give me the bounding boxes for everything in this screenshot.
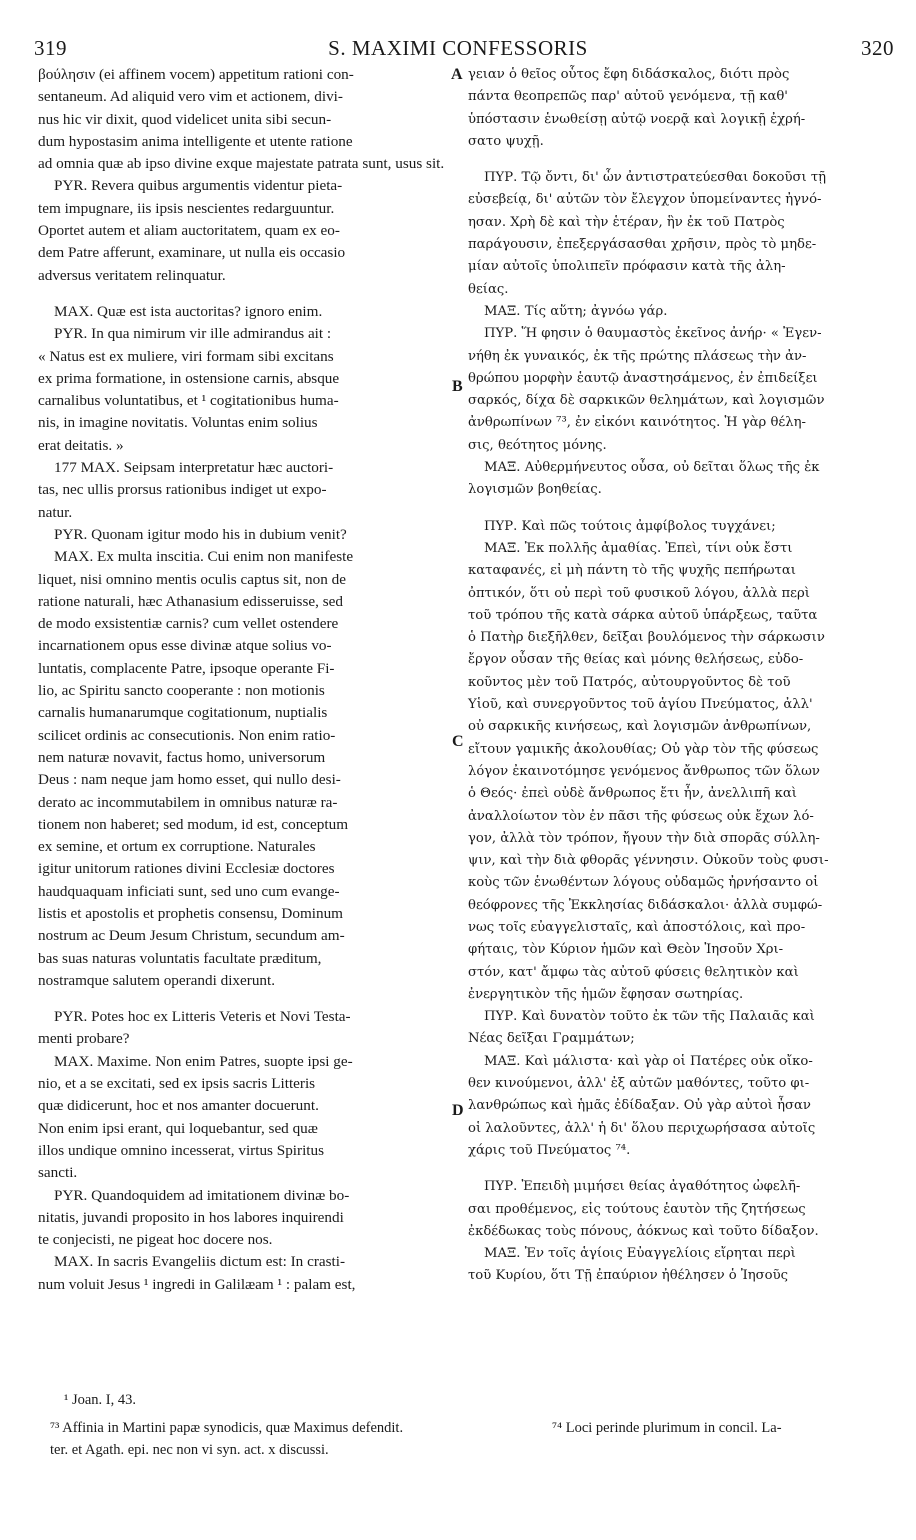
latin-line: βούλησιν (ei affinem vocem) appetitum rationi con- — [38, 66, 354, 83]
greek-line: τοῦ τρόπου τῆς κατὰ σάρκα αὐτοῦ ὑπάρξεως, ταῦτα — [468, 607, 818, 623]
latin-line: tas, nec ullis prorsus rationibus indiget ut expo- — [38, 481, 327, 499]
latin-line: derato ac incommutabilem in omnibus naturæ ra- — [38, 793, 338, 811]
margin-letter-a: A — [451, 66, 463, 83]
footnote-73-continued: ter. et Agath. epi. nec non vi syn. act. x discussi. — [50, 1442, 329, 1458]
latin-line: PYR. Quandoquidem ad imitationem divinæ bo- — [54, 1186, 350, 1204]
greek-line: εἴτουν γαμικῆς ἀκολουθίας; Οὐ γὰρ τὸν τῆς φύσεως — [468, 741, 819, 757]
latin-line: Oportet autem et aliam auctoritatem, quam ex eo- — [38, 222, 340, 240]
greek-line: ΠΥΡ. Καὶ πῶς τούτοις ἀμφίβολος τυγχάνει; — [484, 518, 776, 534]
greek-line: ΠΥΡ. Καὶ δυνατὸν τοῦτο ἐκ τῶν τῆς Παλαιᾶς καὶ — [484, 1009, 815, 1025]
latin-line: tem impugnare, iis ipsis nescientes redarguuntur. — [38, 199, 335, 217]
latin-line: de modo exsistentiæ carnis? cum vellet ostendere — [38, 615, 339, 633]
latin-line: natur. — [38, 503, 73, 521]
greek-line: φήταις, τὸν Κύριον ἡμῶν καὶ Θεὸν Ἰησοῦν Χρι- — [468, 942, 784, 958]
latin-line: tionem non haberet; sed modum, id est, conceptum — [38, 815, 349, 833]
greek-line: ὁ Θεός· ἐπεὶ οὐδὲ ἄνθρωπος ἔτι ἦν, ἀνελλιπῆ καὶ — [468, 786, 797, 802]
latin-line: liquet, nisi omnino mentis oculis captus sit, non de — [38, 570, 346, 588]
greek-line: πάντα θεοπρεπῶς παρ' αὐτοῦ γενόμενα, τῇ καθ' — [468, 89, 788, 105]
latin-line: MAX. Quæ est ista auctoritas? ignoro enim. — [54, 302, 323, 320]
latin-line: nem naturæ novavit, factus homo, universorum — [38, 748, 326, 766]
greek-line: εὐσεβείᾳ, δι' αὐτῶν τὸν ἔλεγχον ὑπομείναντες ἠγνό- — [468, 192, 822, 208]
latin-line: nostrum ac Deum Jesum Christum, secundum am- — [38, 927, 345, 945]
latin-spacer — [38, 992, 448, 1006]
greek-line: νως τοῖς εὐαγγελισταῖς, καὶ ἀποστόλοις, καὶ προ- — [468, 919, 806, 935]
greek-spacer — [468, 153, 880, 167]
page-number-right: 320 — [861, 36, 894, 60]
latin-column — [38, 64, 448, 1296]
greek-line: οἱ λαλοῦντες, ἀλλ' ἡ δι' ὅλου περιχωρήσασα αὐτοῖς — [468, 1120, 816, 1136]
greek-line: χάρις τοῦ Πνεύματος ⁷⁴. — [468, 1142, 631, 1158]
latin-line: PYR. In qua nimirum vir ille admirandus ait : — [54, 325, 332, 343]
latin-line: te conjecisti, ne pigeat hoc docere nos. — [38, 1231, 273, 1249]
footnote-joan: ¹ Joan. I, 43. — [64, 1392, 137, 1408]
latin-line: « Natus est ex muliere, viri formam sibi excitans — [38, 347, 334, 365]
greek-line: λανθρώπως καὶ ἡμᾶς ἐδίδαξαν. Οὐ γὰρ αὐτοὶ ἦσαν — [468, 1098, 811, 1114]
greek-line: θεόφρονες τῆς Ἐκκλησίας διδάσκαλοι· ἀλλὰ συμφώ- — [468, 897, 823, 913]
latin-spacer — [38, 287, 448, 301]
latin-line: haudquaquam inficiati sunt, sed uno cum evange- — [38, 882, 340, 900]
latin-line: dum hypostasim anima intelligente et utente ratione — [38, 132, 353, 150]
greek-line: ὑπόστασιν ἑνωθείσῃ αὐτῷ νοερᾷ καὶ λογικῇ ἐχρή- — [468, 111, 806, 127]
greek-line: ΠΥΡ. Τῷ ὄντι, δι' ὧν ἀντιστρατεύεσθαι δοκοῦσι τῇ — [484, 170, 827, 186]
latin-line: nio, et a se excitati, sed ex ipsis sacris Litteris — [38, 1075, 316, 1093]
latin-line: PYR. Quonam igitur modo his in dubium venit? — [54, 525, 347, 543]
margin-letter-c: C — [452, 733, 464, 750]
latin-line: nitatis, juvandi proposito in hos labores inquirendi — [38, 1208, 344, 1226]
greek-line: παράγουσιν, ἐπεξεργάσασθαι χρῆσιν, πρὸς τὸ μηδε- — [468, 237, 817, 253]
margin-letter-d: D — [452, 1102, 464, 1119]
latin-line: carnalibus voluntatibus, et ¹ cogitationibus huma- — [38, 392, 339, 410]
latin-line: ratione naturali, hæc Athanasium edisseruisse, sed — [38, 592, 343, 610]
latin-line: listis et apostolis et prophetis consensu, Dominum — [38, 904, 343, 922]
greek-line: μίαν αὐτοῖς ὑπολιπεῖν πρόφασιν κατὰ τῆς ἀλη- — [468, 259, 786, 275]
greek-line: οὐ σαρκικῆς κινήσεως, καὶ λογισμῶν ἀνθρωπίνων, — [468, 719, 812, 735]
greek-line: θείας. — [468, 281, 509, 297]
greek-line: ψιν, καὶ τὴν διὰ φθορᾶς γέννησιν. Οὐκοῦν τοὺς φυσι- — [468, 853, 829, 869]
greek-spacer — [468, 502, 880, 516]
latin-line: ex prima formatione, in ostensione carnis, absque — [38, 369, 340, 387]
latin-line: carnalis humanarumque cogitationum, nuptialis — [38, 704, 328, 722]
greek-spacer — [468, 1162, 880, 1176]
footnote-73: ⁷³ Affinia in Martini papæ synodicis, quæ Maximus defendit. — [50, 1420, 404, 1436]
greek-line: ΜΑΞ. Αὐθερμήνευτος οὖσα, οὐ δεῖται ὅλως τῆς ἐκ — [484, 460, 820, 476]
greek-line: σις, θεότητος μόνης. — [468, 437, 607, 453]
greek-line: Νέας δεῖξαι Γραμμάτων; — [468, 1031, 635, 1047]
latin-line: MAX. In sacris Evangeliis dictum est: In crasti- — [54, 1253, 346, 1271]
latin-line: Non enim ipsi erant, qui loquebantur, sed quæ — [38, 1119, 318, 1137]
greek-line: θρώπου μορφὴν ἑαυτῷ ἀναστησάμενος, ἐν ἐπιδείξει — [468, 370, 818, 386]
greek-line: ΜΑΞ. Ἐν τοῖς ἁγίοις Εὐαγγελίοις εἴρηται περὶ — [484, 1246, 796, 1262]
footnote-74: ⁷⁴ Loci perinde plurimum in concil. La- — [552, 1420, 782, 1436]
greek-line: ἐνεργητικὸν τῆς ἡμῶν ἔφησαν σωτηρίας. — [468, 986, 744, 1002]
greek-line: ἀνθρωπίνων ⁷³, ἐν εἰκόνι καινότητος. Ἡ γὰρ θέλη- — [468, 415, 806, 431]
greek-line: θεν κινούμενοι, ἀλλ' ἐξ αὐτῶν μαθόντες, τοῦτο φι- — [468, 1076, 810, 1092]
greek-line: ὁ Πατὴρ διεξῆλθεν, δεῖξαι βουλόμενος τὴν σάρκωσιν — [468, 630, 825, 646]
latin-line: scilicet ordinis ac consecutionis. Non enim ratio- — [38, 726, 336, 744]
latin-line: dem Patre afferunt, examinare, ut nulla eis occasio — [38, 244, 346, 262]
greek-line: καταφανές, εἰ μὴ πάντη τὸ τῆς ψυχῆς πεπήρωται — [468, 563, 796, 579]
margin-letter-b: B — [452, 378, 463, 395]
greek-line: λόγον ἐκαινοτόμησε γενόμενος ἄνθρωπος τῶν ὅλων — [468, 763, 820, 779]
latin-line: quæ didicerunt, hoc et nos amanter docuerunt. — [38, 1097, 319, 1115]
latin-line: adversus veritatem relinquatur. — [38, 266, 226, 284]
greek-line: νήθη ἐκ γυναικός, ἐκ τῆς πρώτης πλάσεως τὴν ἀν- — [468, 348, 807, 364]
latin-line: PYR. Potes hoc ex Litteris Veteris et Novi Testa- — [54, 1008, 351, 1026]
greek-line: κοῦντος μὲν τοῦ Πατρός, αὐτουργοῦντος δὲ τοῦ — [468, 674, 791, 690]
latin-line: MAX. Ex multa inscitia. Cui enim non manifeste — [54, 548, 354, 566]
latin-line: nostramque salutem operandi dixerunt. — [38, 971, 276, 989]
latin-line: lio, ac Spiritu sancto cooperante : non motionis — [38, 682, 325, 700]
latin-line: Deus : nam neque jam homo esset, qui nullo desi- — [38, 771, 341, 789]
greek-line: ησαν. Χρὴ δὲ καὶ τὴν ἑτέραν, ἣν ἐκ τοῦ Πατρὸς — [468, 214, 785, 230]
greek-line: κοὺς τῶν ἑνωθέντων λόγους οὐδαμῶς ἠρνήσαντο οἱ — [468, 875, 819, 891]
greek-line: γειαν ὁ θεῖος οὗτος ἔφη διδάσκαλος, διότι πρὸς — [468, 67, 790, 82]
greek-line: ΠΥΡ. Ἥ φησιν ὁ θαυμαστὸς ἐκεῖνος ἀνήρ· « Ἐγεν- — [484, 326, 822, 342]
greek-line: ἐκδέδωκας τοὺς πόνους, ἀόκνως καὶ τοῦτο δίδαξον. — [468, 1223, 819, 1239]
latin-line: menti probare? — [38, 1030, 130, 1048]
latin-line: nus hic vir dixit, quod videlicet unita sibi secun- — [38, 110, 332, 128]
latin-line: illos undique omnino incesserat, virtus Spiritus — [38, 1141, 325, 1159]
greek-line: ΜΑΞ. Ἐκ πολλῆς ἀμαθίας. Ἐπεὶ, τίνι οὐκ ἔστι — [484, 540, 793, 556]
greek-line: σατο ψυχῇ. — [468, 133, 544, 149]
latin-line: luntatis, complacente Patre, ipsoque operante Fi- — [38, 659, 335, 677]
latin-line: ex semine, et ortum ex corruptione. Naturales — [38, 838, 316, 856]
greek-line: ΜΑΞ. Τίς αὕτη; ἀγνόω γάρ. — [484, 303, 668, 319]
latin-line: num voluit Jesus ¹ ingredi in Galilæam ¹ : palam est, — [38, 1275, 356, 1293]
latin-line: igitur unitorum rationes divini Ecclesiæ doctores — [38, 860, 335, 878]
latin-line: sancti. — [38, 1164, 78, 1182]
latin-line: 177 MAX. Seipsam interpretatur hæc auctori- — [54, 459, 334, 477]
latin-line: sentaneum. Ad aliquid vero vim et actionem, divi- — [38, 88, 343, 106]
greek-line: ὀπτικόν, ὅτι οὐ περὶ τοῦ φυσικοῦ λόγου, ἀλλὰ περὶ — [468, 585, 810, 601]
page-number-left: 319 — [34, 36, 67, 60]
greek-line: γον, ἀλλὰ τὸν τρόπον, ἤγουν τὴν διὰ σπορᾶς σύλλη- — [468, 830, 820, 846]
latin-line: erat deitatis. » — [38, 436, 124, 454]
latin-line: PYR. Revera quibus argumentis videntur pieta- — [54, 177, 343, 195]
greek-line: τοῦ Κυρίου, ὅτι Τῇ ἐπαύριον ἠθέλησεν ὁ Ἰησοῦς — [468, 1268, 789, 1284]
latin-line: bas suas naturas voluntatis facultate præditum, — [38, 949, 322, 967]
greek-line: ἀναλλοίωτον τὸν ἐν πᾶσι τῆς φύσεως οὐκ ἔχων λό- — [468, 808, 814, 824]
greek-line: ΠΥΡ. Ἐπειδὴ μιμήσει θείας ἀγαθότητος ὠφελῆ- — [484, 1179, 801, 1195]
greek-line: ἔργον οὖσαν τῆς θείας καὶ μόνης θελήσεως, εὐδο- — [468, 652, 804, 668]
latin-line: nis, in imagine novitatis. Voluntas enim solius — [38, 414, 318, 432]
greek-line: λογισμῶν βοηθείας. — [468, 482, 602, 498]
greek-line: ΜΑΞ. Καὶ μάλιστα· καὶ γὰρ οἱ Πατέρες οὐκ οἴκο- — [484, 1053, 813, 1069]
latin-line: ad omnia quæ ab ipso divine exque majestate patrata sunt, usus sit. — [38, 155, 445, 173]
latin-line: MAX. Maxime. Non enim Patres, suopte ipsi ge- — [54, 1052, 353, 1070]
greek-column — [468, 64, 880, 1288]
greek-line: στόν, κατ' ἄμφω τὰς αὐτοῦ φύσεις θελητικὸν καὶ — [468, 964, 799, 980]
latin-line: incarnationem opus esse divinæ atque solius vo- — [38, 637, 332, 655]
greek-line: σαι προθέμενος, εἰς τούτους ἑαυτὸν τῆς ζητήσεως — [468, 1201, 806, 1217]
greek-line: σαρκός, δίχα δὲ σαρκικῶν θελημάτων, καὶ λογισμῶν — [468, 393, 825, 409]
running-title: S. MAXIMI CONFESSORIS — [328, 36, 588, 60]
greek-line: Υἱοῦ, καὶ συνεργοῦντος τοῦ ἁγίου Πνεύματος, ἀλλ' — [468, 697, 813, 713]
